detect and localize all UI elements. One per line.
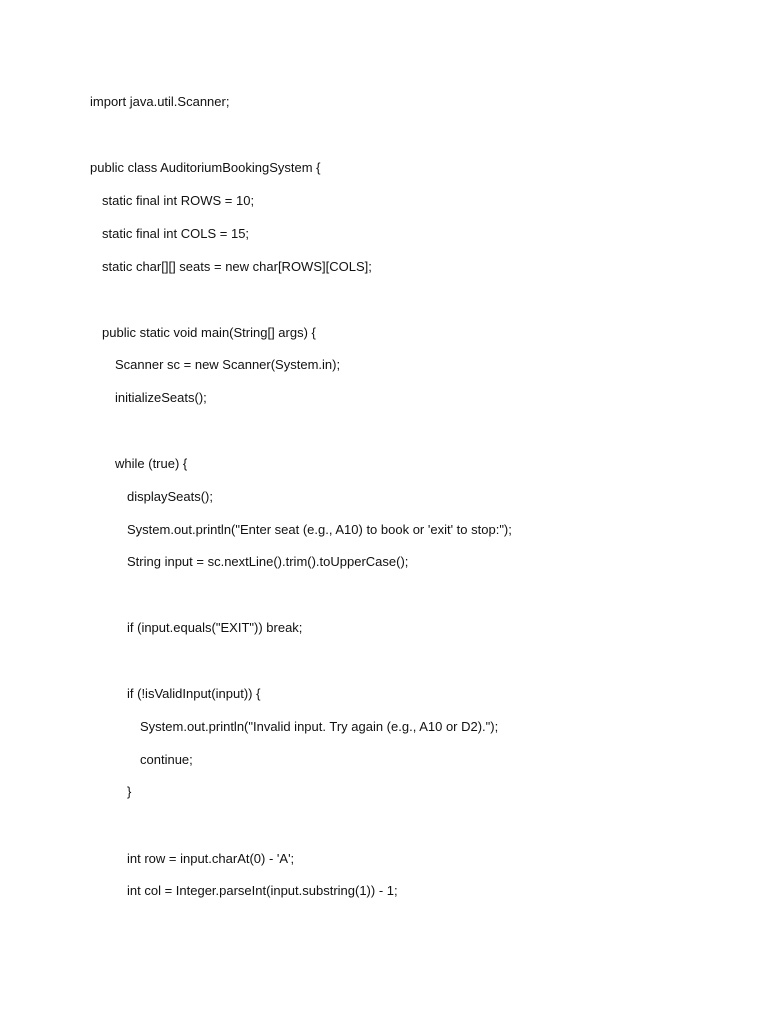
code-line-valid-check: if (!isValidInput(input)) { — [127, 686, 261, 701]
code-line-row-calc: int row = input.charAt(0) - 'A'; — [127, 851, 295, 866]
code-line-cols: static final int COLS = 15; — [102, 226, 250, 241]
code-line-read-input: String input = sc.nextLine().trim().toUpperCase(); — [127, 554, 409, 569]
code-line-rows: static final int ROWS = 10; — [102, 193, 255, 208]
code-line-continue: continue; — [140, 752, 193, 767]
code-line-import: import java.util.Scanner; — [90, 94, 230, 109]
code-line-col-calc: int col = Integer.parseInt(input.substring(1)) - 1; — [127, 883, 398, 898]
code-line-seats: static char[][] seats = new char[ROWS][COLS]; — [102, 259, 372, 274]
code-line-init-seats: initializeSeats(); — [115, 390, 207, 405]
code-line-while: while (true) { — [115, 456, 188, 471]
code-line-exit-check: if (input.equals("EXIT")) break; — [127, 620, 303, 635]
code-line-prompt: System.out.println("Enter seat (e.g., A10) to book or 'exit' to stop:"); — [127, 522, 512, 537]
code-line-class-decl: public class AuditoriumBookingSystem { — [90, 160, 321, 175]
code-line-invalid-msg: System.out.println("Invalid input. Try again (e.g., A10 or D2)."); — [140, 719, 499, 734]
code-line-close-brace: } — [127, 784, 132, 799]
code-line-display-seats: displaySeats(); — [127, 489, 213, 504]
code-line-main-decl: public static void main(String[] args) { — [102, 325, 316, 340]
code-line-scanner: Scanner sc = new Scanner(System.in); — [115, 357, 341, 372]
